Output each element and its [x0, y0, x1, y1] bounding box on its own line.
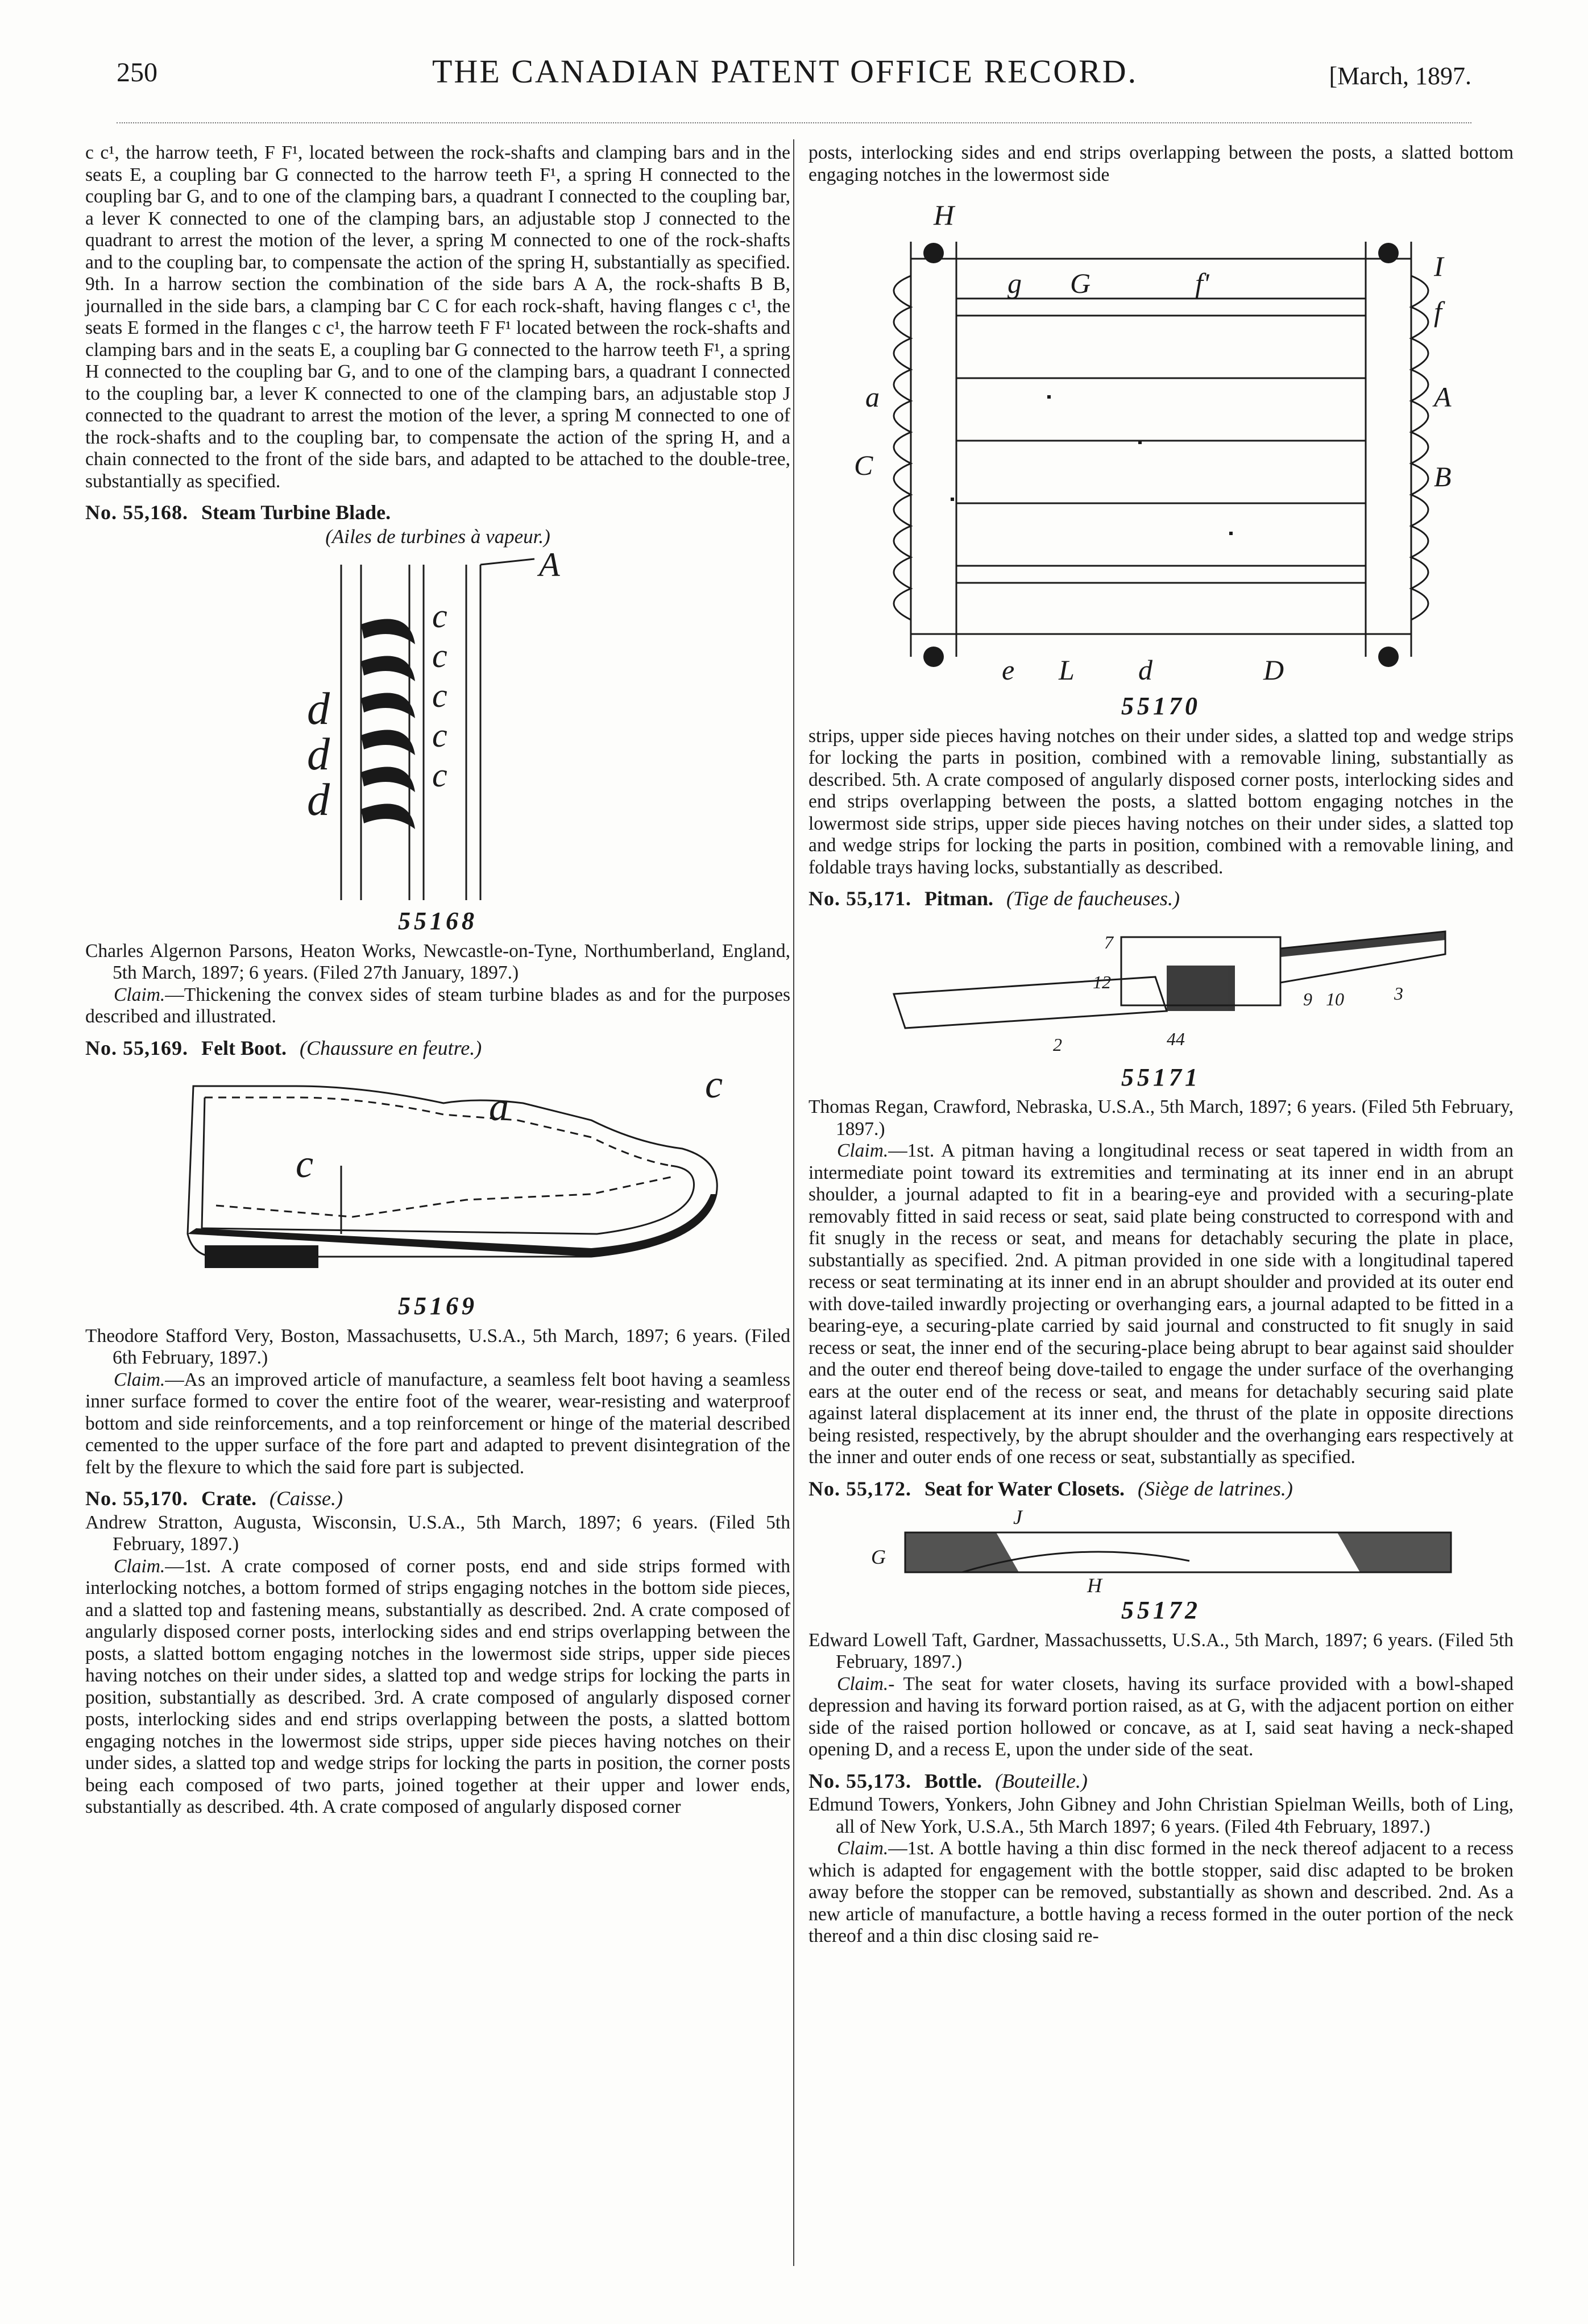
claim-label: Claim. — [837, 1673, 889, 1695]
fig-letter: 7 — [1104, 931, 1113, 952]
figure-label: 55172 — [1121, 1596, 1201, 1624]
fig-letter: c — [432, 756, 447, 794]
patent-heading-55173 — [808, 1770, 1514, 1792]
fig-letter: A — [1434, 381, 1452, 413]
fig-letter: G — [1070, 267, 1091, 299]
figure-label: 55170 — [1121, 692, 1201, 720]
fig-letter: c — [432, 716, 447, 754]
patent-number: No. 55,171. — [808, 887, 911, 910]
patent-title: Steam Turbine Blade. — [201, 501, 391, 524]
patent-heading-55171 — [808, 888, 1514, 910]
fig-letter: A — [539, 553, 560, 583]
fig-letter: J — [1013, 1506, 1022, 1528]
french-title: (Bouteille.) — [994, 1769, 1088, 1792]
fig-letter: a — [865, 381, 880, 413]
patent-heading-55170 — [85, 1488, 790, 1510]
claim-text — [85, 1556, 790, 1818]
water-closet-seat-figure — [848, 1504, 1474, 1595]
fig-letter: 44 — [1167, 1028, 1185, 1049]
patent-number: No. 55,173. — [808, 1769, 911, 1792]
claim-body: —Thickening the convex sides of steam turbine blades as and for the purposes described and illustrated. — [85, 984, 790, 1027]
fig-letter: d — [307, 684, 330, 734]
fig-letter: D — [1263, 654, 1284, 686]
patent-number: No. 55,168. — [85, 501, 188, 524]
patent-title: Crate. — [201, 1487, 256, 1510]
fig-letter: 12 — [1093, 971, 1111, 992]
inventor-details: Charles Algernon Parsons, Heaton Works, Newcastle-on-Tyne, Northumberland, England, 5th March, 1897; 6 years. (Filed 27th January, 1897.) — [85, 940, 790, 983]
fig-letter: f' — [1195, 267, 1209, 299]
patent-title: Bottle. — [924, 1769, 982, 1792]
crate-figure — [820, 190, 1502, 691]
fig-letter: c — [296, 1142, 314, 1186]
claim-body: - The seat for water closets, having its surface provided with a bowl-shaped depression and having its forward portion raised, as at G, with the adjacent portion on either side of the raised portion hollowed or concave, as at I, said seat having a neck-shaped opening D, and a recess E, upon the under side of the seat. — [808, 1673, 1514, 1760]
patent-heading-55172 — [808, 1478, 1514, 1500]
fig-letter: 3 — [1394, 983, 1403, 1004]
claim-text — [808, 1673, 1514, 1761]
fig-letter: d — [307, 730, 330, 780]
header-rule — [117, 122, 1471, 123]
continued-claim-text: c c¹, the harrow teeth, F F¹, located between the rock-shafts and clamping bars and in the seats E, a coupling bar G connected to the harrow teeth F¹, a spring H connected to the coupling bar G, and to one of the clamping bars, a quadrant I connected to the coupling bar, a lever K connected to one of the clamping bars, an adjustable stop J connected to the quadrant to arrest the motion of the lever, a spring M connected to one of the rock-shafts and to the coupling bar, to compensate the action of the spring H, substantially as specified. 9th. In a harrow section the combination of the side bars A A, the rock-shafts B B, journalled in the side bars, a clamping bar C C for each rock-shaft, having flanges c c¹, the seats E formed in the flanges c c¹, the harrow teeth F F¹ located between the rock-shafts and clamping bars and in the seats E, a coupling bar G connected to the harrow teeth F¹, a spring H connected to the coupling bar G, and to one of the clamping bars, a quadrant I connected to the coupling bar, a lever K connected to one of the clamping bars, an adjustable stop J connected to the quadrant to arrest the motion of the lever, a spring M connected to one of the rock-shafts and to the coupling bar, to compensate the action of the spring H, and a chain connected to the front of the side bars, and adapted to be attached to the double-tree, substantially as specified. — [85, 142, 790, 492]
inventor-details: Thomas Regan, Crawford, Nebraska, U.S.A., 5th March, 1897; 6 years. (Filed 5th February, 1897.) — [808, 1096, 1514, 1140]
claim-label: Claim. — [114, 1369, 165, 1390]
fig-letter: I — [1434, 250, 1444, 282]
patent-heading-55168 — [85, 502, 790, 524]
fig-letter: c — [432, 597, 447, 635]
fig-letter: L — [1059, 654, 1075, 686]
figure-label: 55169 — [398, 1292, 478, 1320]
fig-letter: c — [432, 677, 447, 714]
publication-title: THE CANADIAN PATENT OFFICE RECORD. — [432, 53, 1138, 90]
continued-claim-text: strips, upper side pieces having notches on their under sides, a slatted top and wedge strips for locking the parts in position, combined with a removable lining, substantially as described. 5th. A crate composed of angularly disposed corner posts, interlocking sides and end strips overlapping between the posts, a slatted bottom engaging notches in the lowermost side strips, upper side pieces having notches on their under sides, a slatted top and wedge strips for locking the parts in position, combined with a removable lining, and foldable trays having locks, substantially as described. — [808, 725, 1514, 878]
fig-letter: c — [705, 1063, 723, 1107]
claim-label: Claim. — [837, 1838, 889, 1859]
inventor-details: Edmund Towers, Yonkers, John Gibney and John Christian Spielman Weills, both of Ling, all of New York, U.S.A., 5th March 1897; 6 years. (Filed 4th February, 1897.) — [808, 1794, 1514, 1837]
fig-letter: B — [1434, 461, 1452, 492]
turbine-blade-figure — [267, 553, 608, 906]
fig-letter: H — [934, 199, 955, 231]
fig-letter: d — [307, 775, 330, 825]
issue-date: [March, 1897. — [1329, 62, 1471, 90]
claim-body: —1st. A pitman having a longitudinal recess or seat tapered in width from an intermediate point toward its extremities and terminating at its inner end in an abrupt shoulder, a journal adapted to fit in a bearing-eye and provided with a securing-plate removably fitted in said recess or seat, said plate being constructed to correspond with and fit snugly in the recess or seat, and means for detachably securing the plate in place, substantially as specified. 2nd. A pitman provided in one side with a longitudinal tapered recess or seat terminating at its inner end in an abrupt shoulder and provided at its outer end with dove-tailed inwardly projecting or overhanging ears, a journal adapted to be fitted in a bearing-eye, a securing-plate carried by said journal and constructed to fit snugly in said recess or seat, the inner end of the securing-place being abrupt to bear against said shoulder and the outer end thereof being dove-tailed to engage the under surface of the overhanging ears at the outer end of the recess or seat, and means for detachably securing said plate against lateral displacement at its inner end, the thrust of the plate in opposite directions being resisted, respectively, by the abrupt shoulder and the overhanging ears respectively at the inner and outer ends of one recess or seat, substantially as specified. — [808, 1140, 1514, 1468]
page-number: 250 — [117, 57, 157, 88]
fig-letter: 2 — [1053, 1034, 1062, 1055]
patent-title: Seat for Water Closets. — [924, 1477, 1125, 1500]
patent-title: Pitman. — [924, 887, 993, 910]
fig-letter: e — [1002, 654, 1015, 686]
patent-number: No. 55,170. — [85, 1487, 188, 1510]
fig-letter: g — [1007, 267, 1022, 299]
claim-text — [85, 984, 790, 1028]
inventor-details: Theodore Stafford Very, Boston, Massachusetts, U.S.A., 5th March, 1897; 6 years. (Filed 6th February, 1897.) — [85, 1325, 790, 1368]
pitman-figure — [848, 914, 1474, 1062]
column-divider — [793, 139, 794, 2266]
patent-number: No. 55,169. — [85, 1036, 188, 1059]
fig-letter: G — [871, 1546, 886, 1568]
french-title: (Tige de faucheuses.) — [1006, 887, 1180, 910]
fig-letter: H — [1087, 1574, 1102, 1595]
claim-text — [85, 1369, 790, 1479]
inventor-details: Edward Lowell Taft, Gardner, Massachussetts, U.S.A., 5th March, 1897; 6 years. (Filed 5th February, 1897.) — [808, 1629, 1514, 1672]
french-title: (Chaussure en feutre.) — [299, 1036, 482, 1059]
french-title: (Caisse.) — [269, 1487, 343, 1510]
inventor-details: Andrew Stratton, Augusta, Wisconsin, U.S.A., 5th March, 1897; 6 years. (Filed 5th February, 1897.) — [85, 1511, 790, 1555]
french-title: (Siège de latrines.) — [1137, 1477, 1293, 1500]
patent-title: Felt Boot. — [201, 1036, 287, 1059]
patent-number: No. 55,172. — [808, 1477, 911, 1500]
fig-letter: f — [1434, 296, 1442, 328]
continued-claim-text: posts, interlocking sides and end strips overlapping between the posts, a slatted bottom engaging notches in the lowermost side — [808, 142, 1514, 185]
felt-boot-figure — [125, 1063, 751, 1291]
fig-letter: C — [854, 449, 873, 481]
claim-text — [808, 1838, 1514, 1948]
right-column — [808, 142, 1514, 1948]
claim-label: Claim. — [114, 1555, 165, 1577]
fig-letter: d — [1138, 654, 1152, 686]
fig-letter: c — [432, 637, 447, 674]
patent-heading-55169 — [85, 1037, 790, 1059]
claim-label: Claim. — [837, 1140, 889, 1161]
claim-body: —As an improved article of manufacture, a seamless felt boot having a seamless inner surface formed to cover the entire foot of the wearer, wear-resisting and waterproof bottom and side reinforcements, and a top reinforcement or hinge of the material described cemented to the upper surface of the fore part and adapted to prevent disintegration of the felt by the flexure to which the said fore part is subjected. — [85, 1369, 790, 1478]
fig-letter: a — [489, 1086, 509, 1129]
claim-label: Claim. — [114, 984, 165, 1005]
fig-letter: 9 — [1303, 988, 1312, 1009]
fig-letter: 10 — [1326, 988, 1344, 1009]
figure-label: 55171 — [1121, 1063, 1201, 1091]
claim-text — [808, 1140, 1514, 1469]
french-title: (Ailes de turbines à vapeur.) — [325, 525, 550, 548]
claim-body: —1st. A crate composed of corner posts, end and side strips formed with interlocking notches, a bottom formed of strips engaging notches in the bottom side pieces, and a slatted top and fastening means, substantially as described. 2nd. A crate composed of angularly disposed corner posts, interlocking sides and end strips overlapping between the posts, a slatted bottom engaging notches in the lowermost side strips, upper side pieces having notches on their under sides, a slatted top and wedge strips for locking the parts in position, substantially as described. 3rd. A crate composed of angularly disposed corner posts, interlocking sides and end strips overlapping between the posts, a slatted bottom engaging notches in the lowermost side strips, upper side pieces having notches on their under sides, a slatted top and wedge strips for locking the parts in position, the corner posts being each composed of two parts, joined together at their upper and lower ends, substantially as described. 4th. A crate composed of angularly disposed corner — [85, 1555, 790, 1817]
claim-body: —1st. A bottle having a thin disc formed in the neck thereof adjacent to a recess which is adapted for engagement with the bottle stopper, said disc adapted to be broken away before the stopper can be removed, substantially as shown and described. 2nd. As a new article of manufacture, a bottle having a recess formed in the outer portion of the neck thereof and a thin disc closing said re- — [808, 1838, 1514, 1946]
left-column — [85, 142, 790, 1818]
figure-label: 55168 — [398, 907, 478, 935]
